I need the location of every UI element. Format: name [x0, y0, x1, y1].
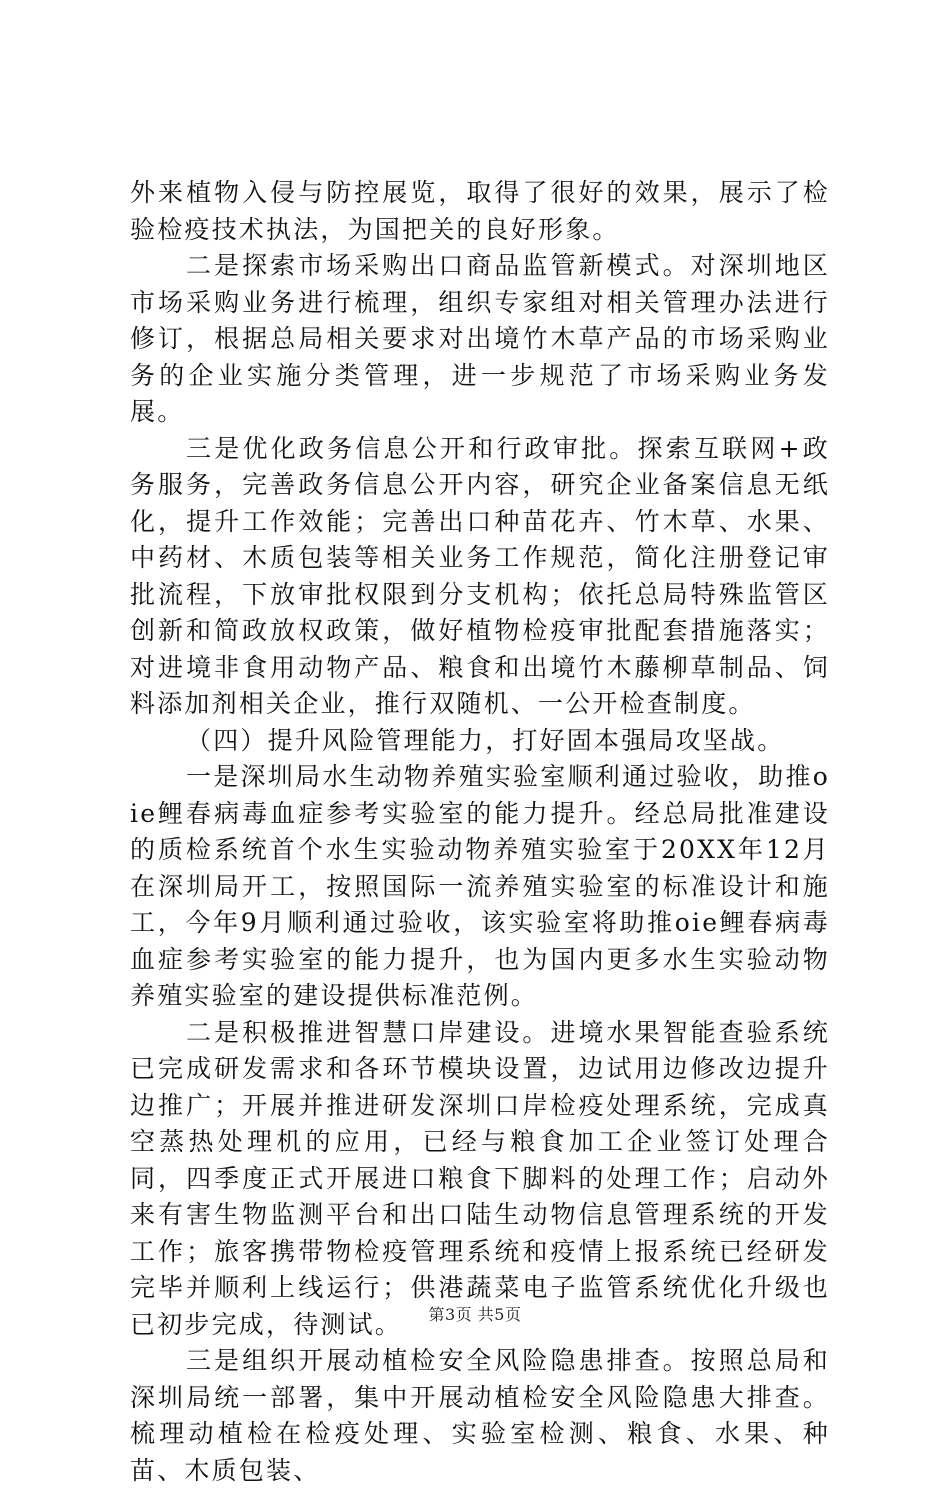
document-body	[130, 175, 830, 1489]
page-number-footer: 第3页 共5页	[428, 1305, 522, 1324]
paragraph-market-procurement: 二是探索市场采购出口商品监管新模式。对深圳地区市场采购业务进行梳理，组织专家组对相关管理办法进行修订，根据总局相关要求对出境竹木草产品的市场采购业务的企业实施分类管理，进一步规范了市场采购业务发展。	[130, 251, 830, 426]
paragraph-smart-port: 二是积极推进智慧口岸建设。进境水果智能查验系统已完成研发需求和各环节模块设置，边试用边修改边提升边推广；开展并推进研发深圳口岸检疫处理系统，完成真空蒸热处理机的应用，已经与粮食加工企业签订处理合同，四季度正式开展进口粮食下脚料的处理工作；启动外来有害生物监测平台和出口陆生动物信息管理系统的开发工作；旅客携带物检疫管理系统和疫情上报系统已经研发完毕并顺利上线运行；供港蔬菜电子监管系统优化升级也已初步完成，待测试。	[130, 1017, 830, 1339]
paragraph-government-info: 三是优化政务信息公开和行政审批。探索互联网+政务服务，完善政务信息公开内容，研究企业备案信息无纸化，提升工作效能；完善出口种苗花卉、竹木草、水果、中药材、木质包装等相关业务工作规范，简化注册登记审批流程，下放审批权限到分支机构；依托总局特殊监管区创新和简政放权政策，做好植物检疫审批配套措施落实；对进境非食用动物产品、粮食和出境竹木藤柳草制品、饲料添加剂相关企业，推行双随机、一公开检查制度。	[130, 433, 830, 718]
paragraph-continuation: 外来植物入侵与防控展览，取得了很好的效果，展示了检验检疫技术执法，为国把关的良好形象。	[130, 178, 830, 244]
section-heading-risk-management: （四）提升风险管理能力，打好固本强局攻坚战。	[186, 725, 785, 755]
paragraph-aquatic-lab: 一是深圳局水生动物养殖实验室顺利通过验收，助推oie鲤春病毒血症参考实验室的能力提升。经总局批准建设的质检系统首个水生实验动物养殖实验室于20XX年12月在深圳局开工，按照国际一流养殖实验室的标准设计和施工，今年9月顺利通过验收，该实验室将助推oie鲤春病毒血症参考实验室的能力提升，也为国内更多水生实验动物养殖实验室的建设提供标准范例。	[130, 762, 830, 1010]
paragraph-risk-inspection: 三是组织开展动植检安全风险隐患排查。按照总局和深圳局统一部署，集中开展动植检安全风险隐患大排查。梳理动植检在检疫处理、实验室检测、粮食、水果、种苗、木质包装、	[130, 1346, 830, 1485]
